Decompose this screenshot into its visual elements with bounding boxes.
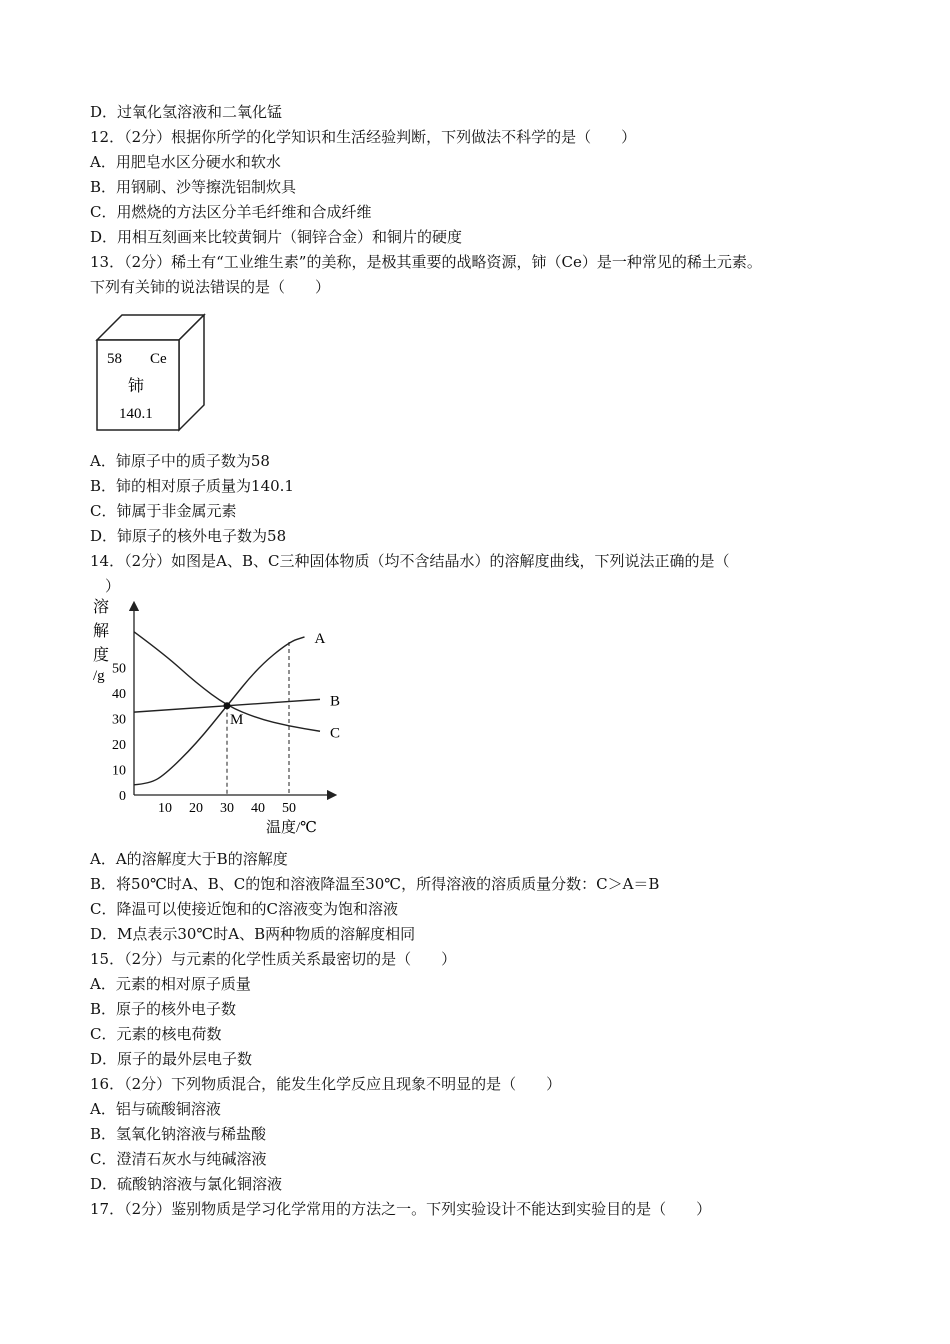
option-12b: B．用钢刷、沙等擦洗铝制炊具 [90,178,297,196]
option-15a: A．元素的相对原子质量 [90,975,251,993]
option-13a: A．铈原子中的质子数为58 [90,452,270,470]
x-tick-label: 50 [282,801,296,816]
y-tick-label: 10 [112,763,126,779]
y-axis-label-char: 度 [93,647,110,664]
question-13: 13．（2分）稀土有“工业维生素”的美称，是极其重要的战略资源，铈（Ce）是一种常见的稀土元素。 [90,253,762,271]
x-tick-label: 10 [158,801,172,816]
y-tick-label: 40 [112,687,126,702]
option-12d: D．用相互刻画来比较黄铜片（铜锌合金）和铜片的硬度 [90,228,463,246]
x-tick-label: 30 [220,801,234,816]
element-symbol: Ce [150,351,167,367]
option-15d: D．原子的最外层电子数 [90,1050,253,1068]
option-14a: A．A的溶解度大于B的溶解度 [90,850,288,868]
question-15: 15．（2分）与元素的化学性质关系最密切的是（ ） [90,950,457,968]
question-12: 12．（2分）根据你所学的化学知识和生活经验判断，下列做法不科学的是（ ） [90,128,637,146]
x-tick-label: 40 [251,801,265,816]
point-m-label: M [230,711,244,728]
option-16a: A．铝与硫酸铜溶液 [90,1100,221,1118]
series-c-label: C [330,725,341,742]
x-tick-label: 20 [189,801,203,816]
element-name: 铈 [128,378,145,395]
option-13c: C．铈属于非金属元素 [90,502,237,520]
option-15b: B．原子的核外电子数 [90,1000,237,1018]
option-16b: B．氢氧化钠溶液与稀盐酸 [90,1125,267,1143]
y-axis-label-char: 溶 [93,599,110,616]
element-card-figure [92,310,212,435]
option-13b: B．铈的相对原子质量为140.1 [90,477,294,495]
option-14d: D．M点表示30℃时A、B两种物质的溶解度相同 [90,925,416,943]
option-16c: C．澄清石灰水与纯碱溶液 [90,1150,267,1168]
question-14: 14．（2分）如图是A、B、C三种固体物质（均不含结晶水）的溶解度曲线，下列说法正确的是（ [90,552,730,570]
option-16d: D．硫酸钠溶液与氯化铜溶液 [90,1175,283,1193]
x-axis-label: 温度/℃ [266,820,317,836]
y-tick-label: 50 [112,661,126,677]
question-17: 17．（2分）鉴别物质是学习化学常用的方法之一。下列实验设计不能达到实验目的是（ ） [90,1200,712,1218]
option-15c: C．元素的核电荷数 [90,1025,222,1043]
y-axis-label-char: 解 [93,623,110,640]
question-16: 16．（2分）下列物质混合，能发生化学反应且现象不明显的是（ ） [90,1075,562,1093]
point-m [224,702,231,709]
option-12c: C．用燃烧的方法区分羊毛纤维和合成纤维 [90,203,372,221]
series-b-label: B [330,693,341,710]
element-number: 58 [107,351,122,367]
series-a-label: A [314,630,326,647]
element-mass: 140.1 [119,406,153,422]
y-tick-label: 30 [112,712,126,728]
question-14-cont: ） [90,577,121,595]
option-14c: C．降温可以使接近饱和的C溶液变为饱和溶液 [90,900,398,918]
option-14b: B．将50℃时A、B、C的饱和溶液降温至30℃，所得溶液的溶质质量分数：C＞A＝B [90,875,660,893]
y-tick-label: 0 [119,789,126,804]
y-axis-unit: /g [93,668,105,684]
option-12a: A．用肥皂水区分硬水和软水 [90,153,281,171]
solubility-chart [88,596,348,841]
option-11d: D．过氧化氢溶液和二氧化锰 [90,103,283,121]
option-13d: D．铈原子的核外电子数为58 [90,527,287,545]
y-tick-label: 20 [112,738,126,753]
question-13-cont: 下列有关铈的说法错误的是（ ） [90,278,331,296]
